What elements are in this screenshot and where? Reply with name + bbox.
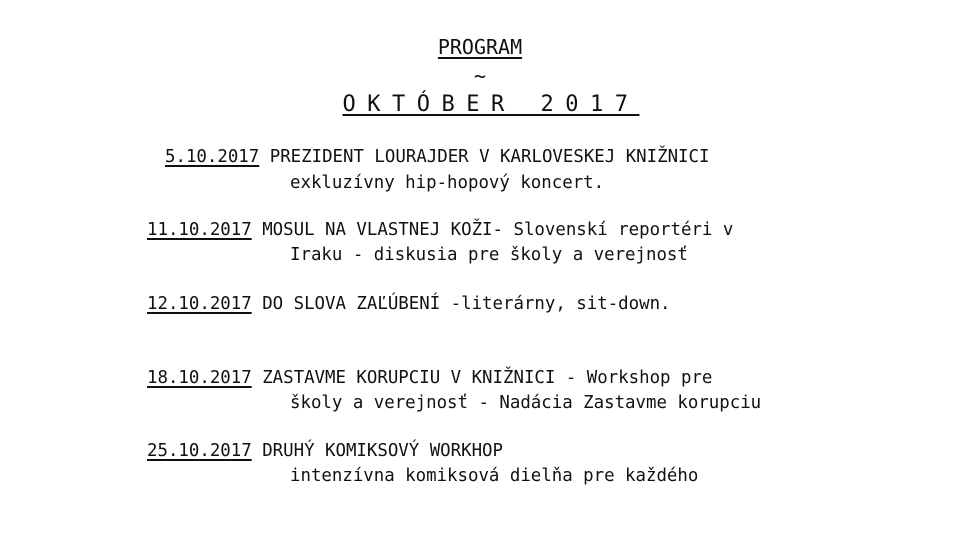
event-date: 11.10.2017: [147, 220, 252, 240]
event-2-row: [147, 218, 733, 242]
event-date: 12.10.2017: [147, 294, 252, 314]
event-title: MOSUL NA VLASTNEJ KOŽI- Slovenskí reportéri v: [262, 220, 734, 240]
event-date: 5.10.2017: [165, 147, 260, 167]
event-title: PREZIDENT LOURAJDER V KARLOVESKEJ KNIŽNICI: [269, 147, 710, 167]
event-title: ZASTAVME KORUPCIU V KNIŽNICI - Workshop pre: [262, 368, 713, 388]
program-title: PROGRAM: [437, 35, 523, 59]
event-4-row: [147, 366, 712, 390]
tilde-separator: ~: [473, 64, 487, 88]
event-title: DRUHÝ KOMIKSOVÝ WORKHOP: [262, 441, 503, 461]
event-title: DO SLOVA ZAĽÚBENÍ -literárny, sit-down.: [262, 294, 671, 314]
event-description: Iraku - diskusia pre školy a verejnosť: [290, 245, 688, 265]
event-date: 25.10.2017: [147, 441, 252, 461]
event-3-row: [147, 292, 671, 316]
event-description: exkluzívny hip-hopový koncert.: [290, 173, 605, 193]
event-date: 18.10.2017: [147, 368, 252, 388]
event-1-row: [165, 145, 709, 169]
event-description: intenzívna komiksová dielňa pre každého: [290, 466, 699, 486]
month-heading: OKTÓBER 2017: [342, 92, 640, 117]
event-description: školy a verejnosť - Nadácia Zastavme korupciu: [290, 393, 762, 413]
event-5-row: [147, 439, 503, 463]
